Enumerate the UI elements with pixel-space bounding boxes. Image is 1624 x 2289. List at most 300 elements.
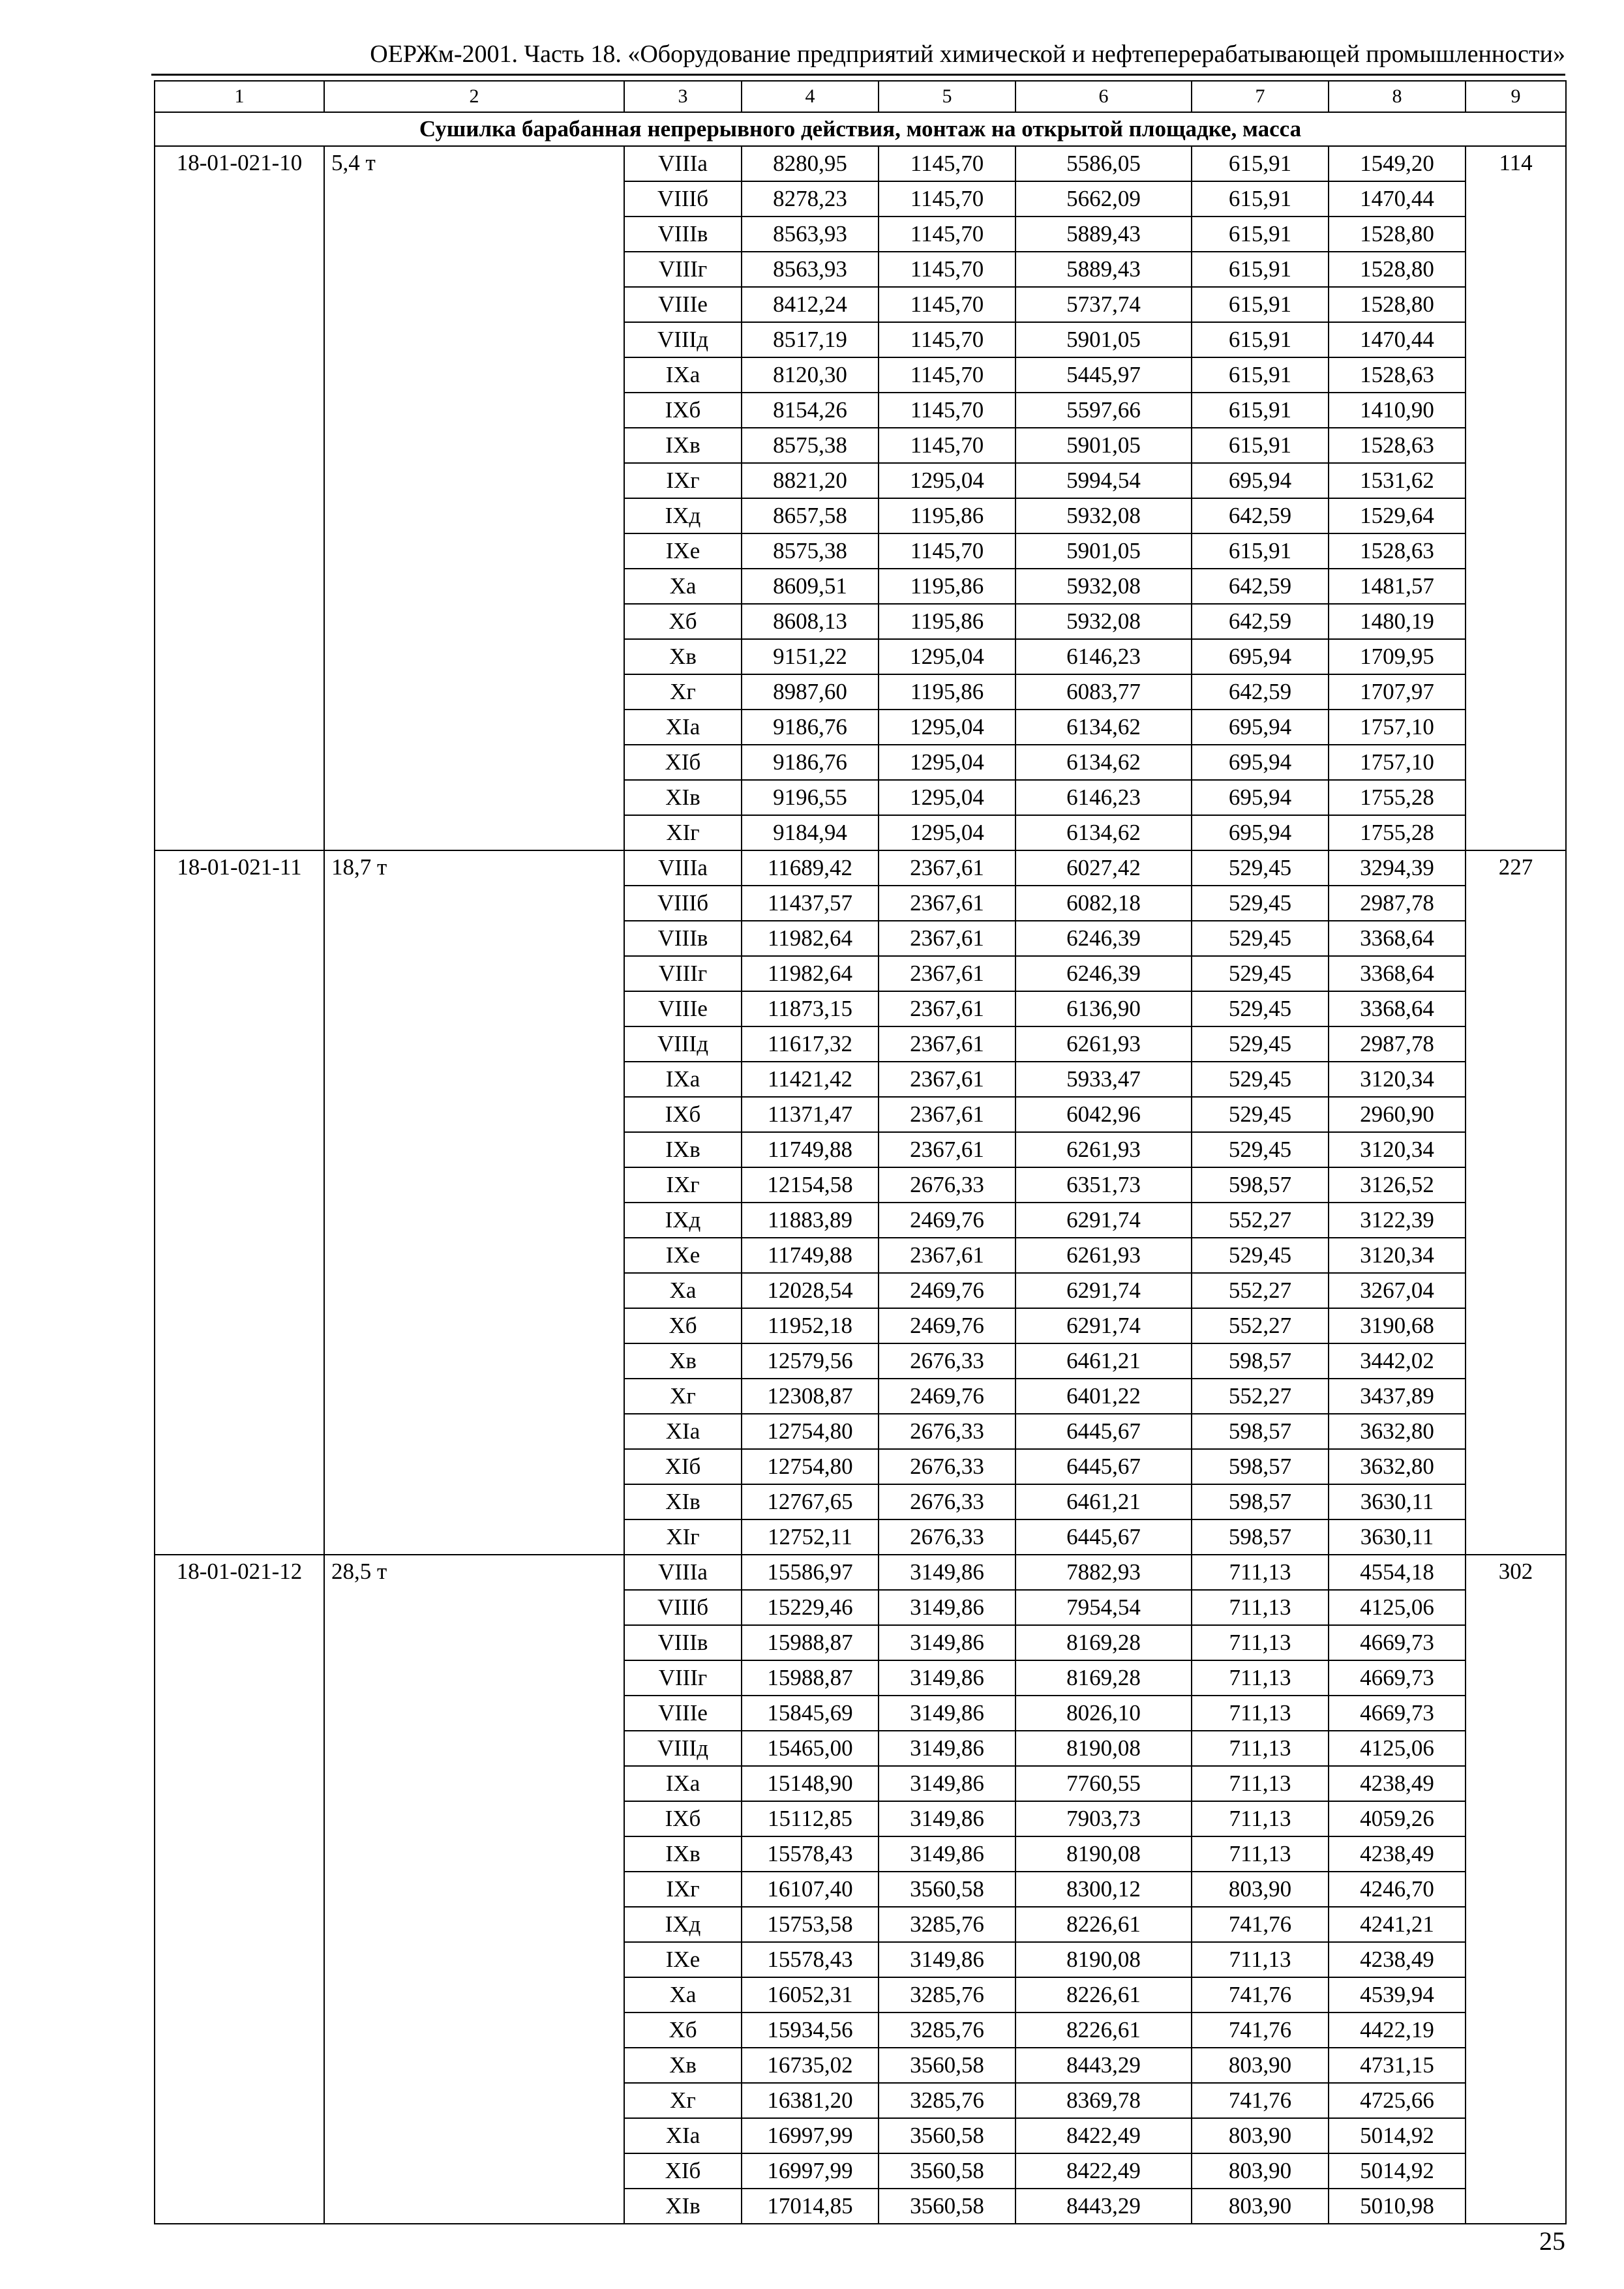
price-value: 16997,99 [742, 2153, 879, 2189]
price-value: 3560,58 [879, 1872, 1015, 1907]
price-value: 615,91 [1192, 393, 1329, 428]
column-number: 4 [742, 81, 879, 112]
price-value: 6136,90 [1015, 991, 1192, 1026]
price-value: 5014,92 [1329, 2153, 1466, 2189]
price-value: 15578,43 [742, 1836, 879, 1872]
price-value: 15845,69 [742, 1696, 879, 1731]
price-value: 12154,58 [742, 1167, 879, 1203]
price-value: 12767,65 [742, 1484, 879, 1519]
price-value: 4422,19 [1329, 2012, 1466, 2048]
price-value: 695,94 [1192, 463, 1329, 498]
price-value: 8226,61 [1015, 2012, 1192, 2048]
price-value: 4669,73 [1329, 1660, 1466, 1696]
price-value: 3149,86 [879, 1942, 1015, 1977]
zone-label: Xг [624, 674, 742, 710]
price-table [154, 80, 1567, 2224]
price-value: 4238,49 [1329, 1766, 1466, 1801]
price-value: 2987,78 [1329, 886, 1466, 921]
price-value: 1481,57 [1329, 569, 1466, 604]
zone-label: XIв [624, 1484, 742, 1519]
price-value: 1528,80 [1329, 217, 1466, 252]
price-value: 1295,04 [879, 639, 1015, 674]
column-number-row [155, 81, 1566, 112]
price-value: 6083,77 [1015, 674, 1192, 710]
price-value: 5014,92 [1329, 2118, 1466, 2153]
price-value: 615,91 [1192, 428, 1329, 463]
price-value: 1470,44 [1329, 181, 1466, 217]
section-title-row [155, 112, 1566, 146]
price-value: 6445,67 [1015, 1519, 1192, 1555]
price-value: 2367,61 [879, 1238, 1015, 1273]
price-value: 11982,64 [742, 921, 879, 956]
price-value: 7882,93 [1015, 1555, 1192, 1590]
price-value: 711,13 [1192, 1660, 1329, 1696]
price-value: 615,91 [1192, 287, 1329, 322]
price-value: 8422,49 [1015, 2153, 1192, 2189]
price-value: 5932,08 [1015, 604, 1192, 639]
price-value: 2367,61 [879, 1062, 1015, 1097]
zone-label: Xв [624, 2048, 742, 2083]
price-value: 2469,76 [879, 1308, 1015, 1343]
price-value: 8609,51 [742, 569, 879, 604]
price-value: 1528,63 [1329, 428, 1466, 463]
price-value: 711,13 [1192, 1625, 1329, 1660]
price-value: 6246,39 [1015, 921, 1192, 956]
price-value: 3149,86 [879, 1555, 1015, 1590]
price-value: 6042,96 [1015, 1097, 1192, 1132]
zone-label: IXг [624, 1167, 742, 1203]
price-value: 5932,08 [1015, 498, 1192, 533]
price-value: 711,13 [1192, 1590, 1329, 1625]
price-value: 803,90 [1192, 2118, 1329, 2153]
price-value: 1755,28 [1329, 780, 1466, 815]
price-value: 4669,73 [1329, 1696, 1466, 1731]
zone-label: Xа [624, 1273, 742, 1308]
zone-label: XIв [624, 2189, 742, 2224]
price-value: 711,13 [1192, 1555, 1329, 1590]
price-value: 11883,89 [742, 1203, 879, 1238]
zone-label: VIIIа [624, 146, 742, 181]
zone-label: IXе [624, 1942, 742, 1977]
price-value: 4731,15 [1329, 2048, 1466, 2083]
price-value: 642,59 [1192, 604, 1329, 639]
price-value: 3126,52 [1329, 1167, 1466, 1203]
price-value: 15988,87 [742, 1625, 879, 1660]
price-value: 2676,33 [879, 1519, 1015, 1555]
price-value: 695,94 [1192, 745, 1329, 780]
table-row [155, 1555, 1566, 1590]
zone-label: IXг [624, 463, 742, 498]
price-value: 4059,26 [1329, 1801, 1466, 1836]
price-value: 1295,04 [879, 780, 1015, 815]
price-value: 3630,11 [1329, 1519, 1466, 1555]
price-value: 1531,62 [1329, 463, 1466, 498]
price-value: 6351,73 [1015, 1167, 1192, 1203]
price-value: 1145,70 [879, 181, 1015, 217]
zone-label: VIIIб [624, 181, 742, 217]
price-value: 5662,09 [1015, 181, 1192, 217]
price-value: 598,57 [1192, 1484, 1329, 1519]
price-value: 17014,85 [742, 2189, 879, 2224]
price-value: 5889,43 [1015, 217, 1192, 252]
price-value: 695,94 [1192, 639, 1329, 674]
zone-label: VIIIе [624, 1696, 742, 1731]
price-value: 1757,10 [1329, 745, 1466, 780]
price-value: 741,76 [1192, 2012, 1329, 2048]
price-value: 6146,23 [1015, 639, 1192, 674]
price-value: 552,27 [1192, 1273, 1329, 1308]
price-value: 695,94 [1192, 815, 1329, 850]
price-value: 8563,93 [742, 217, 879, 252]
price-value: 8154,26 [742, 393, 879, 428]
price-value: 552,27 [1192, 1308, 1329, 1343]
price-value: 2676,33 [879, 1449, 1015, 1484]
price-value: 6261,93 [1015, 1026, 1192, 1062]
price-value: 529,45 [1192, 921, 1329, 956]
price-value: 6445,67 [1015, 1414, 1192, 1449]
zone-label: Xб [624, 1308, 742, 1343]
price-value: 552,27 [1192, 1379, 1329, 1414]
item-mass: 18,7 т [324, 850, 624, 1555]
price-value: 2367,61 [879, 956, 1015, 991]
zone-label: Xв [624, 1343, 742, 1379]
price-value: 2367,61 [879, 850, 1015, 886]
price-value: 6461,21 [1015, 1343, 1192, 1379]
price-value: 1757,10 [1329, 710, 1466, 745]
price-value: 695,94 [1192, 780, 1329, 815]
price-value: 7760,55 [1015, 1766, 1192, 1801]
price-value: 529,45 [1192, 1097, 1329, 1132]
price-value: 3190,68 [1329, 1308, 1466, 1343]
price-value: 6027,42 [1015, 850, 1192, 886]
zone-label: VIIIв [624, 921, 742, 956]
price-value: 803,90 [1192, 1872, 1329, 1907]
price-value: 11982,64 [742, 956, 879, 991]
column-number: 8 [1329, 81, 1466, 112]
price-value: 3122,39 [1329, 1203, 1466, 1238]
zone-label: IXд [624, 1203, 742, 1238]
price-value: 803,90 [1192, 2153, 1329, 2189]
price-value: 1528,80 [1329, 287, 1466, 322]
price-value: 4669,73 [1329, 1625, 1466, 1660]
price-value: 3120,34 [1329, 1238, 1466, 1273]
price-value: 1470,44 [1329, 322, 1466, 357]
price-value: 2676,33 [879, 1343, 1015, 1379]
price-value: 642,59 [1192, 498, 1329, 533]
price-value: 3560,58 [879, 2048, 1015, 2083]
price-value: 8575,38 [742, 428, 879, 463]
price-value: 4539,94 [1329, 1977, 1466, 2012]
price-value: 1145,70 [879, 533, 1015, 569]
price-value: 615,91 [1192, 146, 1329, 181]
price-value: 3437,89 [1329, 1379, 1466, 1414]
price-value: 2367,61 [879, 991, 1015, 1026]
price-value: 615,91 [1192, 357, 1329, 393]
price-value: 741,76 [1192, 1977, 1329, 2012]
price-value: 8190,08 [1015, 1731, 1192, 1766]
price-value: 1709,95 [1329, 639, 1466, 674]
price-value: 6134,62 [1015, 710, 1192, 745]
price-value: 6261,93 [1015, 1132, 1192, 1167]
zone-label: IXа [624, 1766, 742, 1801]
price-value: 6082,18 [1015, 886, 1192, 921]
column-number: 1 [155, 81, 324, 112]
price-value: 8278,23 [742, 181, 879, 217]
price-value: 2469,76 [879, 1203, 1015, 1238]
price-value: 1480,19 [1329, 604, 1466, 639]
price-value: 1145,70 [879, 428, 1015, 463]
price-value: 15988,87 [742, 1660, 879, 1696]
price-value: 598,57 [1192, 1414, 1329, 1449]
zone-label: XIб [624, 745, 742, 780]
price-value: 1145,70 [879, 146, 1015, 181]
price-value: 529,45 [1192, 1132, 1329, 1167]
price-value: 1145,70 [879, 287, 1015, 322]
column-number: 9 [1466, 81, 1566, 112]
price-value: 6134,62 [1015, 815, 1192, 850]
price-value: 1295,04 [879, 463, 1015, 498]
price-value: 11873,15 [742, 991, 879, 1026]
column-number: 5 [879, 81, 1015, 112]
price-value: 8120,30 [742, 357, 879, 393]
price-value: 15586,97 [742, 1555, 879, 1590]
price-value: 5737,74 [1015, 287, 1192, 322]
price-value: 15934,56 [742, 2012, 879, 2048]
zone-label: XIа [624, 2118, 742, 2153]
price-value: 598,57 [1192, 1449, 1329, 1484]
price-value: 1195,86 [879, 604, 1015, 639]
price-value: 11749,88 [742, 1238, 879, 1273]
price-value: 4554,18 [1329, 1555, 1466, 1590]
price-value: 3285,76 [879, 1977, 1015, 2012]
price-value: 6134,62 [1015, 745, 1192, 780]
price-value: 1195,86 [879, 569, 1015, 604]
price-value: 803,90 [1192, 2048, 1329, 2083]
page-header-title: ОЕРЖм-2001. Часть 18. «Оборудование предприятий химической и нефтеперерабатывающей промышленности» [370, 40, 1565, 68]
price-value: 598,57 [1192, 1343, 1329, 1379]
price-value: 12028,54 [742, 1273, 879, 1308]
price-value: 3120,34 [1329, 1132, 1466, 1167]
price-value: 2469,76 [879, 1273, 1015, 1308]
price-value: 12579,56 [742, 1343, 879, 1379]
price-value: 8422,49 [1015, 2118, 1192, 2153]
price-value: 8608,13 [742, 604, 879, 639]
zone-label: IXд [624, 498, 742, 533]
zone-label: VIIIв [624, 217, 742, 252]
price-value: 12752,11 [742, 1519, 879, 1555]
price-value: 3368,64 [1329, 956, 1466, 991]
price-value: 2676,33 [879, 1167, 1015, 1203]
price-value: 2367,61 [879, 1132, 1015, 1167]
price-value: 803,90 [1192, 2189, 1329, 2224]
zone-label: XIг [624, 815, 742, 850]
price-value: 3149,86 [879, 1836, 1015, 1872]
price-value: 15112,85 [742, 1801, 879, 1836]
price-value: 615,91 [1192, 533, 1329, 569]
price-value: 2676,33 [879, 1414, 1015, 1449]
price-value: 1707,97 [1329, 674, 1466, 710]
price-value: 15148,90 [742, 1766, 879, 1801]
price-value: 8026,10 [1015, 1696, 1192, 1731]
price-value: 8226,61 [1015, 1977, 1192, 2012]
price-value: 9184,94 [742, 815, 879, 850]
price-value: 2469,76 [879, 1379, 1015, 1414]
price-value: 11371,47 [742, 1097, 879, 1132]
price-value: 1145,70 [879, 357, 1015, 393]
price-value: 11952,18 [742, 1308, 879, 1343]
price-value: 4238,49 [1329, 1942, 1466, 1977]
price-value: 642,59 [1192, 569, 1329, 604]
price-value: 5010,98 [1329, 2189, 1466, 2224]
item-code: 18-01-021-10 [155, 146, 324, 850]
price-value: 3368,64 [1329, 991, 1466, 1026]
zone-label: IXб [624, 1097, 742, 1132]
price-value: 15753,58 [742, 1907, 879, 1942]
zone-label: IXв [624, 428, 742, 463]
price-value: 3120,34 [1329, 1062, 1466, 1097]
column-number: 3 [624, 81, 742, 112]
zone-label: XIб [624, 2153, 742, 2189]
item-code: 18-01-021-11 [155, 850, 324, 1555]
zone-label: VIIIг [624, 252, 742, 287]
price-value: 8190,08 [1015, 1836, 1192, 1872]
item-col9-value: 302 [1466, 1555, 1566, 2224]
price-value: 6291,74 [1015, 1203, 1192, 1238]
price-value: 5445,97 [1015, 357, 1192, 393]
price-value: 5901,05 [1015, 533, 1192, 569]
price-value: 1528,80 [1329, 252, 1466, 287]
price-value: 5901,05 [1015, 322, 1192, 357]
price-value: 5889,43 [1015, 252, 1192, 287]
price-value: 6445,67 [1015, 1449, 1192, 1484]
price-value: 6246,39 [1015, 956, 1192, 991]
zone-label: IXб [624, 393, 742, 428]
price-value: 11617,32 [742, 1026, 879, 1062]
price-value: 11437,57 [742, 886, 879, 921]
price-value: 12308,87 [742, 1379, 879, 1414]
price-value: 1145,70 [879, 252, 1015, 287]
price-value: 8443,29 [1015, 2048, 1192, 2083]
zone-label: VIIIб [624, 1590, 742, 1625]
zone-label: IXв [624, 1836, 742, 1872]
price-value: 9151,22 [742, 639, 879, 674]
price-value: 6461,21 [1015, 1484, 1192, 1519]
zone-label: IXа [624, 357, 742, 393]
price-value: 3149,86 [879, 1660, 1015, 1696]
item-mass: 28,5 т [324, 1555, 624, 2224]
price-value: 2367,61 [879, 1026, 1015, 1062]
price-value: 5932,08 [1015, 569, 1192, 604]
column-number: 2 [324, 81, 624, 112]
price-value: 6401,22 [1015, 1379, 1192, 1414]
price-value: 1145,70 [879, 393, 1015, 428]
price-value: 11689,42 [742, 850, 879, 886]
price-value: 529,45 [1192, 956, 1329, 991]
price-value: 741,76 [1192, 1907, 1329, 1942]
zone-label: Xв [624, 639, 742, 674]
price-value: 3632,80 [1329, 1449, 1466, 1484]
price-value: 615,91 [1192, 322, 1329, 357]
price-value: 8563,93 [742, 252, 879, 287]
price-value: 11749,88 [742, 1132, 879, 1167]
zone-label: Xа [624, 569, 742, 604]
price-value: 3560,58 [879, 2118, 1015, 2153]
price-value: 3149,86 [879, 1766, 1015, 1801]
zone-label: Xб [624, 604, 742, 639]
price-value: 3632,80 [1329, 1414, 1466, 1449]
price-value: 8443,29 [1015, 2189, 1192, 2224]
price-value: 8412,24 [742, 287, 879, 322]
price-value: 5994,54 [1015, 463, 1192, 498]
price-value: 1528,63 [1329, 533, 1466, 569]
column-number: 6 [1015, 81, 1192, 112]
price-value: 8369,78 [1015, 2083, 1192, 2118]
price-value: 8517,19 [742, 322, 879, 357]
price-value: 711,13 [1192, 1731, 1329, 1766]
zone-label: Xб [624, 2012, 742, 2048]
price-value: 5586,05 [1015, 146, 1192, 181]
price-value: 8821,20 [742, 463, 879, 498]
price-value: 2676,33 [879, 1484, 1015, 1519]
price-value: 3285,76 [879, 1907, 1015, 1942]
price-value: 12754,80 [742, 1414, 879, 1449]
price-value: 8987,60 [742, 674, 879, 710]
price-value: 9186,76 [742, 745, 879, 780]
section-title: Сушилка барабанная непрерывного действия, монтаж на открытой площадке, масса [155, 112, 1566, 146]
price-value: 3368,64 [1329, 921, 1466, 956]
zone-label: Xг [624, 1379, 742, 1414]
price-value: 615,91 [1192, 217, 1329, 252]
price-value: 5901,05 [1015, 428, 1192, 463]
price-value: 711,13 [1192, 1801, 1329, 1836]
price-value: 8169,28 [1015, 1660, 1192, 1696]
price-value: 3630,11 [1329, 1484, 1466, 1519]
price-value: 1295,04 [879, 745, 1015, 780]
price-value: 1295,04 [879, 710, 1015, 745]
zone-label: IXв [624, 1132, 742, 1167]
zone-label: VIIIе [624, 991, 742, 1026]
price-value: 15229,46 [742, 1590, 879, 1625]
table-row [155, 146, 1566, 181]
price-value: 711,13 [1192, 1836, 1329, 1872]
price-value: 16997,99 [742, 2118, 879, 2153]
price-value: 1529,64 [1329, 498, 1466, 533]
price-value: 3149,86 [879, 1801, 1015, 1836]
zone-label: VIIIд [624, 1731, 742, 1766]
price-value: 529,45 [1192, 991, 1329, 1026]
price-value: 16381,20 [742, 2083, 879, 2118]
page-number: 25 [1539, 2226, 1565, 2256]
price-value: 6291,74 [1015, 1308, 1192, 1343]
zone-label: VIIIг [624, 1660, 742, 1696]
price-value: 8280,95 [742, 146, 879, 181]
price-value: 4125,06 [1329, 1590, 1466, 1625]
price-value: 11421,42 [742, 1062, 879, 1097]
price-value: 4725,66 [1329, 2083, 1466, 2118]
price-value: 7903,73 [1015, 1801, 1192, 1836]
price-value: 9196,55 [742, 780, 879, 815]
price-value: 9186,76 [742, 710, 879, 745]
price-value: 3285,76 [879, 2083, 1015, 2118]
zone-label: IXе [624, 533, 742, 569]
header-divider [151, 74, 1565, 76]
zone-label: VIIIд [624, 322, 742, 357]
price-value: 711,13 [1192, 1942, 1329, 1977]
price-value: 695,94 [1192, 710, 1329, 745]
price-value: 1755,28 [1329, 815, 1466, 850]
price-value: 1145,70 [879, 322, 1015, 357]
zone-label: Xа [624, 1977, 742, 2012]
